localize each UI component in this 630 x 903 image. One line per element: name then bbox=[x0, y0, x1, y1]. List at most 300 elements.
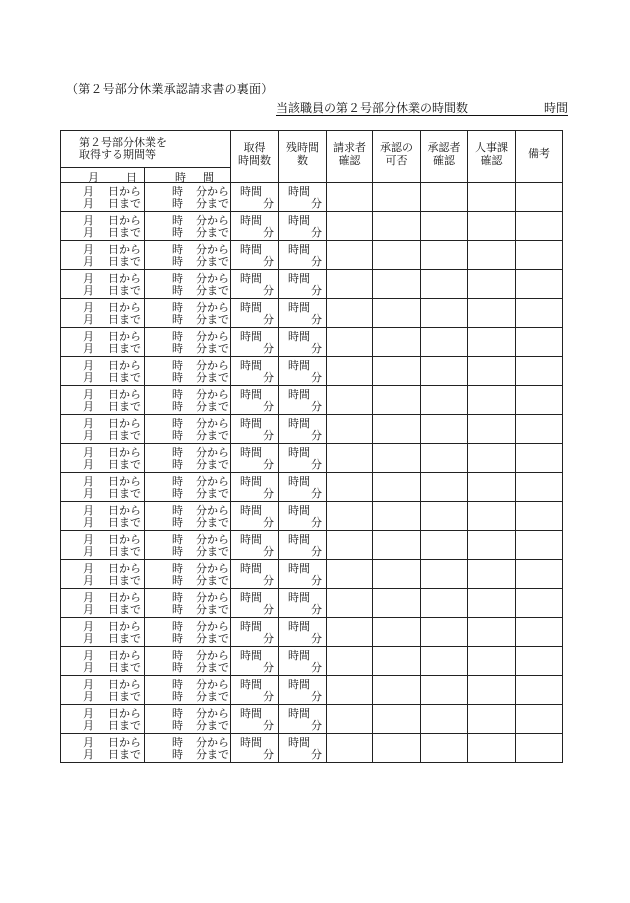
date-subheader bbox=[61, 168, 145, 183]
approval-cell[interactable] bbox=[373, 444, 421, 473]
table-row bbox=[61, 241, 563, 270]
hr-check-cell[interactable] bbox=[468, 357, 516, 386]
time-cell[interactable] bbox=[145, 647, 231, 676]
approval-cell[interactable] bbox=[373, 183, 421, 212]
minutes-unit-label: 分 bbox=[263, 487, 274, 500]
remaining-hours-cell[interactable] bbox=[279, 589, 327, 618]
minutes-unit-label: 分 bbox=[263, 719, 274, 732]
approval-cell[interactable] bbox=[373, 647, 421, 676]
approval-cell[interactable] bbox=[373, 676, 421, 705]
hr-check-cell[interactable] bbox=[468, 560, 516, 589]
approver-check-cell[interactable] bbox=[421, 444, 468, 473]
approval-cell[interactable] bbox=[373, 734, 421, 763]
hour-label: 時 bbox=[172, 719, 183, 732]
acquired-hours-cell[interactable] bbox=[231, 299, 279, 328]
remarks-cell[interactable] bbox=[516, 386, 563, 415]
month-label: 月 bbox=[83, 214, 94, 227]
hr-check-cell[interactable] bbox=[468, 647, 516, 676]
date-cell[interactable] bbox=[61, 270, 145, 299]
hr-check-cell[interactable] bbox=[468, 676, 516, 705]
acquired-hours-cell[interactable] bbox=[231, 676, 279, 705]
time-cell[interactable] bbox=[145, 415, 231, 444]
minutes-unit-label: 分 bbox=[263, 545, 274, 558]
remarks-header: 備考 bbox=[516, 131, 563, 183]
date-cell[interactable] bbox=[61, 560, 145, 589]
remarks-cell[interactable] bbox=[516, 734, 563, 763]
requester-check-cell[interactable] bbox=[327, 676, 373, 705]
remaining-hours-cell[interactable] bbox=[279, 183, 327, 212]
hours-unit-label: 時間 bbox=[240, 736, 262, 749]
month-label: 月 bbox=[83, 446, 94, 459]
acquired-hours-cell[interactable] bbox=[231, 444, 279, 473]
remaining-hours-cell[interactable] bbox=[279, 241, 327, 270]
hour-label: 時 bbox=[172, 371, 183, 384]
hour-label: 時 bbox=[172, 475, 183, 488]
date-cell[interactable] bbox=[61, 618, 145, 647]
approval-cell[interactable] bbox=[373, 531, 421, 560]
date-cell[interactable] bbox=[61, 241, 145, 270]
minutes-unit-label: 分 bbox=[311, 284, 322, 297]
approval-cell[interactable] bbox=[373, 473, 421, 502]
remaining-hours-cell[interactable] bbox=[279, 270, 327, 299]
approver-check-cell[interactable] bbox=[421, 560, 468, 589]
remarks-cell[interactable] bbox=[516, 299, 563, 328]
hr-check-cell[interactable] bbox=[468, 212, 516, 241]
hour-label: 時 bbox=[172, 400, 183, 413]
requester-check-cell[interactable] bbox=[327, 299, 373, 328]
hours-unit-label: 時間 bbox=[240, 185, 262, 198]
month-label: 月 bbox=[83, 359, 94, 372]
minutes-unit-label: 分 bbox=[311, 226, 322, 239]
hour-label: 時 bbox=[172, 313, 183, 326]
approver-check-cell[interactable] bbox=[421, 502, 468, 531]
leave-record-table bbox=[60, 130, 563, 763]
hr-check-cell[interactable] bbox=[468, 328, 516, 357]
hour-label: 時 bbox=[172, 197, 183, 210]
approver-check-cell[interactable] bbox=[421, 357, 468, 386]
table-row bbox=[61, 647, 563, 676]
date-cell[interactable] bbox=[61, 589, 145, 618]
hour-label: 時 bbox=[172, 620, 183, 633]
table-row bbox=[61, 502, 563, 531]
hours-unit-label: 時間 bbox=[288, 475, 310, 488]
approver-check-cell[interactable] bbox=[421, 386, 468, 415]
date-cell[interactable] bbox=[61, 734, 145, 763]
remarks-cell[interactable] bbox=[516, 647, 563, 676]
approver-check-cell[interactable] bbox=[421, 299, 468, 328]
hours-unit-label: 時間 bbox=[288, 649, 310, 662]
date-cell[interactable] bbox=[61, 705, 145, 734]
approval-cell[interactable] bbox=[373, 560, 421, 589]
day-from-label: 日から bbox=[108, 678, 141, 691]
date-cell[interactable] bbox=[61, 328, 145, 357]
acquired-hours-cell[interactable] bbox=[231, 183, 279, 212]
remaining-hours-cell[interactable] bbox=[279, 357, 327, 386]
acquired-hours-cell[interactable] bbox=[231, 560, 279, 589]
min-to-label: 分まで bbox=[196, 226, 229, 239]
minutes-unit-label: 分 bbox=[311, 719, 322, 732]
approver-check-cell[interactable] bbox=[421, 647, 468, 676]
acquired-hours-cell[interactable] bbox=[231, 328, 279, 357]
subheader-month: 月 bbox=[88, 171, 99, 184]
hours-unit-label: 時間 bbox=[288, 417, 310, 430]
approval-cell[interactable] bbox=[373, 415, 421, 444]
remarks-cell[interactable] bbox=[516, 357, 563, 386]
min-to-label: 分まで bbox=[196, 545, 229, 558]
remaining-hours-cell[interactable] bbox=[279, 705, 327, 734]
hours-unit-label: 時間 bbox=[240, 243, 262, 256]
approval-cell[interactable] bbox=[373, 589, 421, 618]
hour-label: 時 bbox=[172, 678, 183, 691]
minutes-unit-label: 分 bbox=[311, 197, 322, 210]
acquired-hours-cell[interactable] bbox=[231, 705, 279, 734]
hours-unit-label: 時間 bbox=[240, 562, 262, 575]
time-subheader bbox=[145, 168, 231, 183]
date-cell[interactable] bbox=[61, 473, 145, 502]
day-from-label: 日から bbox=[108, 388, 141, 401]
month-label: 月 bbox=[83, 562, 94, 575]
day-to-label: 日まで bbox=[108, 313, 141, 326]
month-label: 月 bbox=[83, 661, 94, 674]
remarks-cell[interactable] bbox=[516, 473, 563, 502]
hr-check-cell[interactable] bbox=[468, 270, 516, 299]
approver-check-cell[interactable] bbox=[421, 734, 468, 763]
hours-unit-label: 時間 bbox=[288, 678, 310, 691]
month-label: 月 bbox=[83, 330, 94, 343]
min-from-label: 分から bbox=[196, 272, 229, 285]
month-label: 月 bbox=[83, 603, 94, 616]
requester-check-cell[interactable] bbox=[327, 647, 373, 676]
min-to-label: 分まで bbox=[196, 255, 229, 268]
month-label: 月 bbox=[83, 313, 94, 326]
day-to-label: 日まで bbox=[108, 342, 141, 355]
date-cell[interactable] bbox=[61, 502, 145, 531]
minutes-unit-label: 分 bbox=[311, 342, 322, 355]
approval-header: 承認の 可否 bbox=[373, 131, 421, 183]
remaining-hours-cell[interactable] bbox=[279, 531, 327, 560]
date-cell[interactable] bbox=[61, 415, 145, 444]
hr-check-cell[interactable] bbox=[468, 734, 516, 763]
remaining-hours-cell[interactable] bbox=[279, 328, 327, 357]
time-cell[interactable] bbox=[145, 299, 231, 328]
hr-check-cell[interactable] bbox=[468, 183, 516, 212]
minutes-unit-label: 分 bbox=[311, 632, 322, 645]
remarks-cell[interactable] bbox=[516, 241, 563, 270]
approver-check-cell[interactable] bbox=[421, 589, 468, 618]
remaining-hours-cell[interactable] bbox=[279, 415, 327, 444]
approver-check-header: 承認者 確認 bbox=[421, 131, 468, 183]
acquired-hours-cell[interactable] bbox=[231, 531, 279, 560]
month-label: 月 bbox=[83, 690, 94, 703]
hour-label: 時 bbox=[172, 214, 183, 227]
hour-label: 時 bbox=[172, 632, 183, 645]
requester-check-cell[interactable] bbox=[327, 705, 373, 734]
requester-check-cell[interactable] bbox=[327, 415, 373, 444]
remarks-cell[interactable] bbox=[516, 589, 563, 618]
remarks-cell[interactable] bbox=[516, 270, 563, 299]
date-cell[interactable] bbox=[61, 183, 145, 212]
hours-unit-label: 時間 bbox=[240, 330, 262, 343]
remarks-cell[interactable] bbox=[516, 212, 563, 241]
minutes-unit-label: 分 bbox=[263, 574, 274, 587]
requester-check-cell[interactable] bbox=[327, 328, 373, 357]
approval-cell[interactable] bbox=[373, 705, 421, 734]
approval-cell[interactable] bbox=[373, 328, 421, 357]
table-row bbox=[61, 212, 563, 241]
date-cell[interactable] bbox=[61, 357, 145, 386]
time-cell[interactable] bbox=[145, 676, 231, 705]
hours-unit-label: 時間 bbox=[288, 388, 310, 401]
date-cell[interactable] bbox=[61, 647, 145, 676]
hr-check-cell[interactable] bbox=[468, 502, 516, 531]
hour-label: 時 bbox=[172, 649, 183, 662]
minutes-unit-label: 分 bbox=[263, 748, 274, 761]
day-from-label: 日から bbox=[108, 417, 141, 430]
month-label: 月 bbox=[83, 475, 94, 488]
remarks-cell[interactable] bbox=[516, 618, 563, 647]
hours-unit-label: 時間 bbox=[240, 649, 262, 662]
acquired-hours-cell[interactable] bbox=[231, 212, 279, 241]
time-cell[interactable] bbox=[145, 531, 231, 560]
approval-cell[interactable] bbox=[373, 618, 421, 647]
requester-check-cell[interactable] bbox=[327, 212, 373, 241]
hour-label: 時 bbox=[172, 516, 183, 529]
approver-check-cell[interactable] bbox=[421, 328, 468, 357]
acquired-hours-cell[interactable] bbox=[231, 589, 279, 618]
requester-check-cell[interactable] bbox=[327, 618, 373, 647]
min-from-label: 分から bbox=[196, 475, 229, 488]
hr-check-cell[interactable] bbox=[468, 531, 516, 560]
time-cell[interactable] bbox=[145, 705, 231, 734]
time-cell[interactable] bbox=[145, 183, 231, 212]
approval-cell[interactable] bbox=[373, 241, 421, 270]
remaining-hours-cell[interactable] bbox=[279, 444, 327, 473]
approval-cell[interactable] bbox=[373, 357, 421, 386]
remaining-hours-cell[interactable] bbox=[279, 473, 327, 502]
minutes-unit-label: 分 bbox=[311, 429, 322, 442]
min-from-label: 分から bbox=[196, 359, 229, 372]
time-cell[interactable] bbox=[145, 212, 231, 241]
time-cell[interactable] bbox=[145, 473, 231, 502]
hour-label: 時 bbox=[172, 243, 183, 256]
table-row bbox=[61, 618, 563, 647]
hours-unit-label: 時間 bbox=[288, 185, 310, 198]
time-cell[interactable] bbox=[145, 270, 231, 299]
table-row bbox=[61, 183, 563, 212]
hours-unit-label: 時間 bbox=[288, 446, 310, 459]
hour-label: 時 bbox=[172, 562, 183, 575]
month-label: 月 bbox=[83, 185, 94, 198]
hr-check-cell[interactable] bbox=[468, 618, 516, 647]
remarks-cell[interactable] bbox=[516, 502, 563, 531]
remarks-cell[interactable] bbox=[516, 415, 563, 444]
acquired-hours-cell[interactable] bbox=[231, 502, 279, 531]
table-row bbox=[61, 386, 563, 415]
approver-check-cell[interactable] bbox=[421, 473, 468, 502]
approver-check-cell[interactable] bbox=[421, 531, 468, 560]
acquired-hours-cell[interactable] bbox=[231, 357, 279, 386]
hr-check-cell[interactable] bbox=[468, 444, 516, 473]
remaining-hours-cell[interactable] bbox=[279, 560, 327, 589]
minutes-unit-label: 分 bbox=[263, 342, 274, 355]
acquired-hours-cell[interactable] bbox=[231, 647, 279, 676]
approver-check-cell[interactable] bbox=[421, 618, 468, 647]
remarks-cell[interactable] bbox=[516, 560, 563, 589]
hr-check-header: 人事課 確認 bbox=[468, 131, 516, 183]
table-row bbox=[61, 473, 563, 502]
remaining-hours-cell[interactable] bbox=[279, 618, 327, 647]
min-to-label: 分まで bbox=[196, 719, 229, 732]
table-row bbox=[61, 705, 563, 734]
requester-check-cell[interactable] bbox=[327, 473, 373, 502]
hr-check-cell[interactable] bbox=[468, 299, 516, 328]
table-row bbox=[61, 357, 563, 386]
table-row bbox=[61, 589, 563, 618]
minutes-unit-label: 分 bbox=[263, 400, 274, 413]
remarks-cell[interactable] bbox=[516, 531, 563, 560]
hr-check-cell[interactable] bbox=[468, 473, 516, 502]
subheader-day: 日 bbox=[126, 171, 137, 184]
hours-unit-label: 時間 bbox=[288, 591, 310, 604]
min-from-label: 分から bbox=[196, 243, 229, 256]
min-from-label: 分から bbox=[196, 214, 229, 227]
remarks-cell[interactable] bbox=[516, 328, 563, 357]
date-cell[interactable] bbox=[61, 299, 145, 328]
hr-check-cell[interactable] bbox=[468, 705, 516, 734]
approval-cell[interactable] bbox=[373, 212, 421, 241]
approver-check-cell[interactable] bbox=[421, 705, 468, 734]
time-cell[interactable] bbox=[145, 357, 231, 386]
approval-cell[interactable] bbox=[373, 502, 421, 531]
min-to-label: 分まで bbox=[196, 661, 229, 674]
day-from-label: 日から bbox=[108, 649, 141, 662]
remaining-hours-cell[interactable] bbox=[279, 647, 327, 676]
date-cell[interactable] bbox=[61, 676, 145, 705]
day-from-label: 日から bbox=[108, 301, 141, 314]
month-label: 月 bbox=[83, 243, 94, 256]
min-to-label: 分まで bbox=[196, 371, 229, 384]
month-label: 月 bbox=[83, 197, 94, 210]
day-to-label: 日まで bbox=[108, 603, 141, 616]
min-to-label: 分まで bbox=[196, 690, 229, 703]
remaining-hours-cell[interactable] bbox=[279, 734, 327, 763]
approver-check-cell[interactable] bbox=[421, 212, 468, 241]
remarks-cell[interactable] bbox=[516, 183, 563, 212]
hour-label: 時 bbox=[172, 301, 183, 314]
remaining-hours-cell[interactable] bbox=[279, 299, 327, 328]
time-cell[interactable] bbox=[145, 560, 231, 589]
remarks-cell[interactable] bbox=[516, 676, 563, 705]
date-cell[interactable] bbox=[61, 531, 145, 560]
requester-check-cell[interactable] bbox=[327, 589, 373, 618]
time-cell[interactable] bbox=[145, 618, 231, 647]
date-cell[interactable] bbox=[61, 444, 145, 473]
acquired-hours-cell[interactable] bbox=[231, 473, 279, 502]
time-cell[interactable] bbox=[145, 589, 231, 618]
table-row bbox=[61, 415, 563, 444]
requester-check-cell[interactable] bbox=[327, 444, 373, 473]
minutes-unit-label: 分 bbox=[263, 516, 274, 529]
hour-label: 時 bbox=[172, 429, 183, 442]
time-cell[interactable] bbox=[145, 444, 231, 473]
time-cell[interactable] bbox=[145, 241, 231, 270]
date-cell[interactable] bbox=[61, 212, 145, 241]
requester-check-cell[interactable] bbox=[327, 734, 373, 763]
month-label: 月 bbox=[83, 649, 94, 662]
table-row bbox=[61, 328, 563, 357]
time-cell[interactable] bbox=[145, 328, 231, 357]
approver-check-cell[interactable] bbox=[421, 270, 468, 299]
month-label: 月 bbox=[83, 417, 94, 430]
requester-check-cell[interactable] bbox=[327, 270, 373, 299]
requester-check-cell[interactable] bbox=[327, 531, 373, 560]
table-row bbox=[61, 676, 563, 705]
min-from-label: 分から bbox=[196, 620, 229, 633]
hour-label: 時 bbox=[172, 591, 183, 604]
remarks-cell[interactable] bbox=[516, 705, 563, 734]
acquired-hours-cell[interactable] bbox=[231, 270, 279, 299]
day-from-label: 日から bbox=[108, 504, 141, 517]
hours-unit-label: 時間 bbox=[240, 504, 262, 517]
hr-check-cell[interactable] bbox=[468, 589, 516, 618]
approver-check-cell[interactable] bbox=[421, 241, 468, 270]
requester-check-cell[interactable] bbox=[327, 183, 373, 212]
day-to-label: 日まで bbox=[108, 487, 141, 500]
requester-check-cell[interactable] bbox=[327, 502, 373, 531]
acquired-hours-cell[interactable] bbox=[231, 415, 279, 444]
hour-label: 時 bbox=[172, 533, 183, 546]
approval-cell[interactable] bbox=[373, 270, 421, 299]
hour-label: 時 bbox=[172, 388, 183, 401]
acquired-hours-cell[interactable] bbox=[231, 386, 279, 415]
approver-check-cell[interactable] bbox=[421, 183, 468, 212]
hours-unit-label: 時間 bbox=[288, 562, 310, 575]
time-cell[interactable] bbox=[145, 386, 231, 415]
hours-unit-label: 時間 bbox=[288, 620, 310, 633]
day-to-label: 日まで bbox=[108, 632, 141, 645]
hr-check-cell[interactable] bbox=[468, 415, 516, 444]
hr-check-cell[interactable] bbox=[468, 241, 516, 270]
hr-check-cell[interactable] bbox=[468, 386, 516, 415]
minutes-unit-label: 分 bbox=[263, 603, 274, 616]
approver-check-cell[interactable] bbox=[421, 415, 468, 444]
min-to-label: 分まで bbox=[196, 458, 229, 471]
table-row bbox=[61, 270, 563, 299]
date-cell[interactable] bbox=[61, 386, 145, 415]
remarks-cell[interactable] bbox=[516, 444, 563, 473]
month-label: 月 bbox=[83, 429, 94, 442]
remaining-hours-cell[interactable] bbox=[279, 386, 327, 415]
approval-cell[interactable] bbox=[373, 299, 421, 328]
remaining-hours-cell[interactable] bbox=[279, 212, 327, 241]
acquired-hours-cell[interactable] bbox=[231, 734, 279, 763]
requester-check-cell[interactable] bbox=[327, 241, 373, 270]
requester-check-cell[interactable] bbox=[327, 386, 373, 415]
approval-cell[interactable] bbox=[373, 386, 421, 415]
requester-check-cell[interactable] bbox=[327, 357, 373, 386]
requester-check-cell[interactable] bbox=[327, 560, 373, 589]
time-cell[interactable] bbox=[145, 734, 231, 763]
time-cell[interactable] bbox=[145, 502, 231, 531]
requester-check-header: 請求者 確認 bbox=[327, 131, 373, 183]
remaining-hours-cell[interactable] bbox=[279, 676, 327, 705]
acquired-hours-cell[interactable] bbox=[231, 618, 279, 647]
hour-label: 時 bbox=[172, 545, 183, 558]
approver-check-cell[interactable] bbox=[421, 676, 468, 705]
remaining-hours-cell[interactable] bbox=[279, 502, 327, 531]
acquired-hours-cell[interactable] bbox=[231, 241, 279, 270]
hours-unit-label: 時間 bbox=[240, 591, 262, 604]
